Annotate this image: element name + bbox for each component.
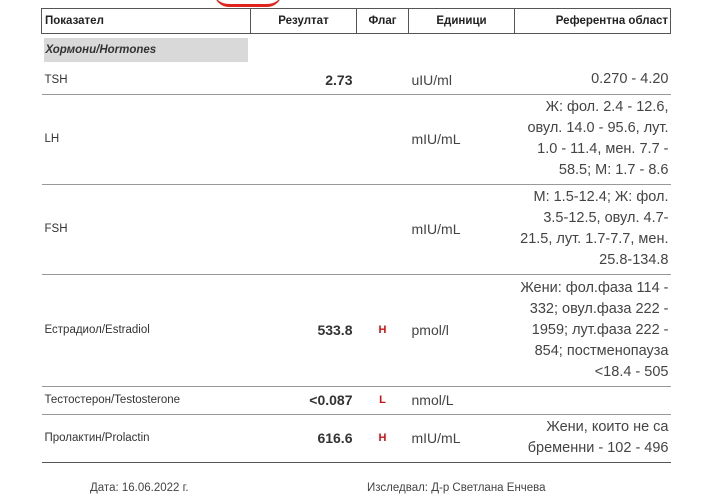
row-name: Естрадиол/Estradiol bbox=[42, 274, 251, 386]
reference-line: Ж: фол. 2.4 - 12.6, bbox=[545, 99, 669, 115]
row-reference-range bbox=[515, 94, 671, 184]
reference-line: 21.5, лут. 1.7-7.7, мен. bbox=[520, 231, 669, 247]
row-result bbox=[251, 94, 357, 184]
row-name: Пролактин/Prolactin bbox=[42, 414, 251, 462]
footer-examined-by: Изследвал: Д-р Светлана Енчева bbox=[367, 482, 546, 494]
row-flag bbox=[357, 184, 409, 274]
row-unit: pmol/l bbox=[409, 274, 515, 386]
row-result: <0.087 bbox=[251, 386, 357, 414]
row-unit: mIU/mL bbox=[409, 414, 515, 462]
row-reference-range bbox=[515, 274, 671, 386]
reference-line: 1.0 - 11.4, мен. 7.7 - bbox=[537, 141, 669, 157]
row-flag: H bbox=[357, 414, 409, 462]
row-flag bbox=[357, 66, 409, 94]
row-name: Тестостерон/Testosterone bbox=[42, 386, 251, 414]
reference-line: бременни - 102 - 496 bbox=[527, 440, 669, 456]
row-flag: L bbox=[357, 386, 409, 414]
row-flag: H bbox=[357, 274, 409, 386]
row-reference-range bbox=[515, 66, 671, 94]
reference-line: 854; постменопауза bbox=[534, 342, 669, 359]
row-flag bbox=[357, 94, 409, 184]
header-flag: Флаг bbox=[357, 9, 409, 34]
row-unit: mIU/mL bbox=[409, 94, 515, 184]
reference-line: Жени, които не са bbox=[546, 419, 669, 435]
reference-line: 332; овул.фаза 222 - bbox=[529, 300, 669, 317]
header-unit: Единици bbox=[409, 9, 515, 34]
reference-line: <18.4 - 505 bbox=[594, 363, 669, 380]
reference-line: 0.270 - 4.20 bbox=[591, 71, 669, 88]
row-reference-range bbox=[515, 386, 671, 414]
red-arc-decoration bbox=[214, 0, 282, 7]
row-unit: uIU/ml bbox=[409, 66, 515, 94]
header-result: Резултат bbox=[251, 9, 357, 34]
reference-line: овул. 14.0 - 95.6, лут. bbox=[527, 120, 669, 136]
reference-line: Жени: фол.фаза 114 - bbox=[520, 279, 669, 296]
table-row bbox=[42, 386, 671, 414]
reference-line: 1959; лут.фаза 222 - bbox=[531, 321, 669, 338]
footer-date: Дата: 16.06.2022 г. bbox=[90, 482, 189, 494]
results-table bbox=[41, 8, 671, 463]
reference-line: М: 1.5-12.4; Ж: фол. bbox=[533, 189, 669, 205]
row-name: LH bbox=[42, 94, 251, 184]
row-result bbox=[251, 184, 357, 274]
group-row bbox=[42, 34, 671, 67]
row-unit: mIU/mL bbox=[409, 184, 515, 274]
header-name: Показател bbox=[42, 9, 251, 34]
table-row bbox=[42, 414, 671, 462]
table-row bbox=[42, 184, 671, 274]
row-reference-range bbox=[515, 414, 671, 462]
row-name: FSH bbox=[42, 184, 251, 274]
row-reference-range bbox=[515, 184, 671, 274]
reference-line: 25.8-134.8 bbox=[599, 252, 669, 268]
reference-line: 58.5; М: 1.7 - 8.6 bbox=[558, 162, 669, 178]
row-name: TSH bbox=[42, 66, 251, 94]
row-unit: nmol/L bbox=[409, 386, 515, 414]
group-label: Хормони/Hormones bbox=[44, 38, 248, 62]
row-result: 616.6 bbox=[251, 414, 357, 462]
table-row bbox=[42, 66, 671, 94]
table-row bbox=[42, 274, 671, 386]
row-result: 533.8 bbox=[251, 274, 357, 386]
table-row bbox=[42, 94, 671, 184]
reference-line: 3.5-12.5, овул. 4.7- bbox=[543, 210, 669, 226]
table-header-row bbox=[42, 9, 671, 34]
header-ref: Референтна област bbox=[515, 9, 671, 34]
row-result: 2.73 bbox=[251, 66, 357, 94]
